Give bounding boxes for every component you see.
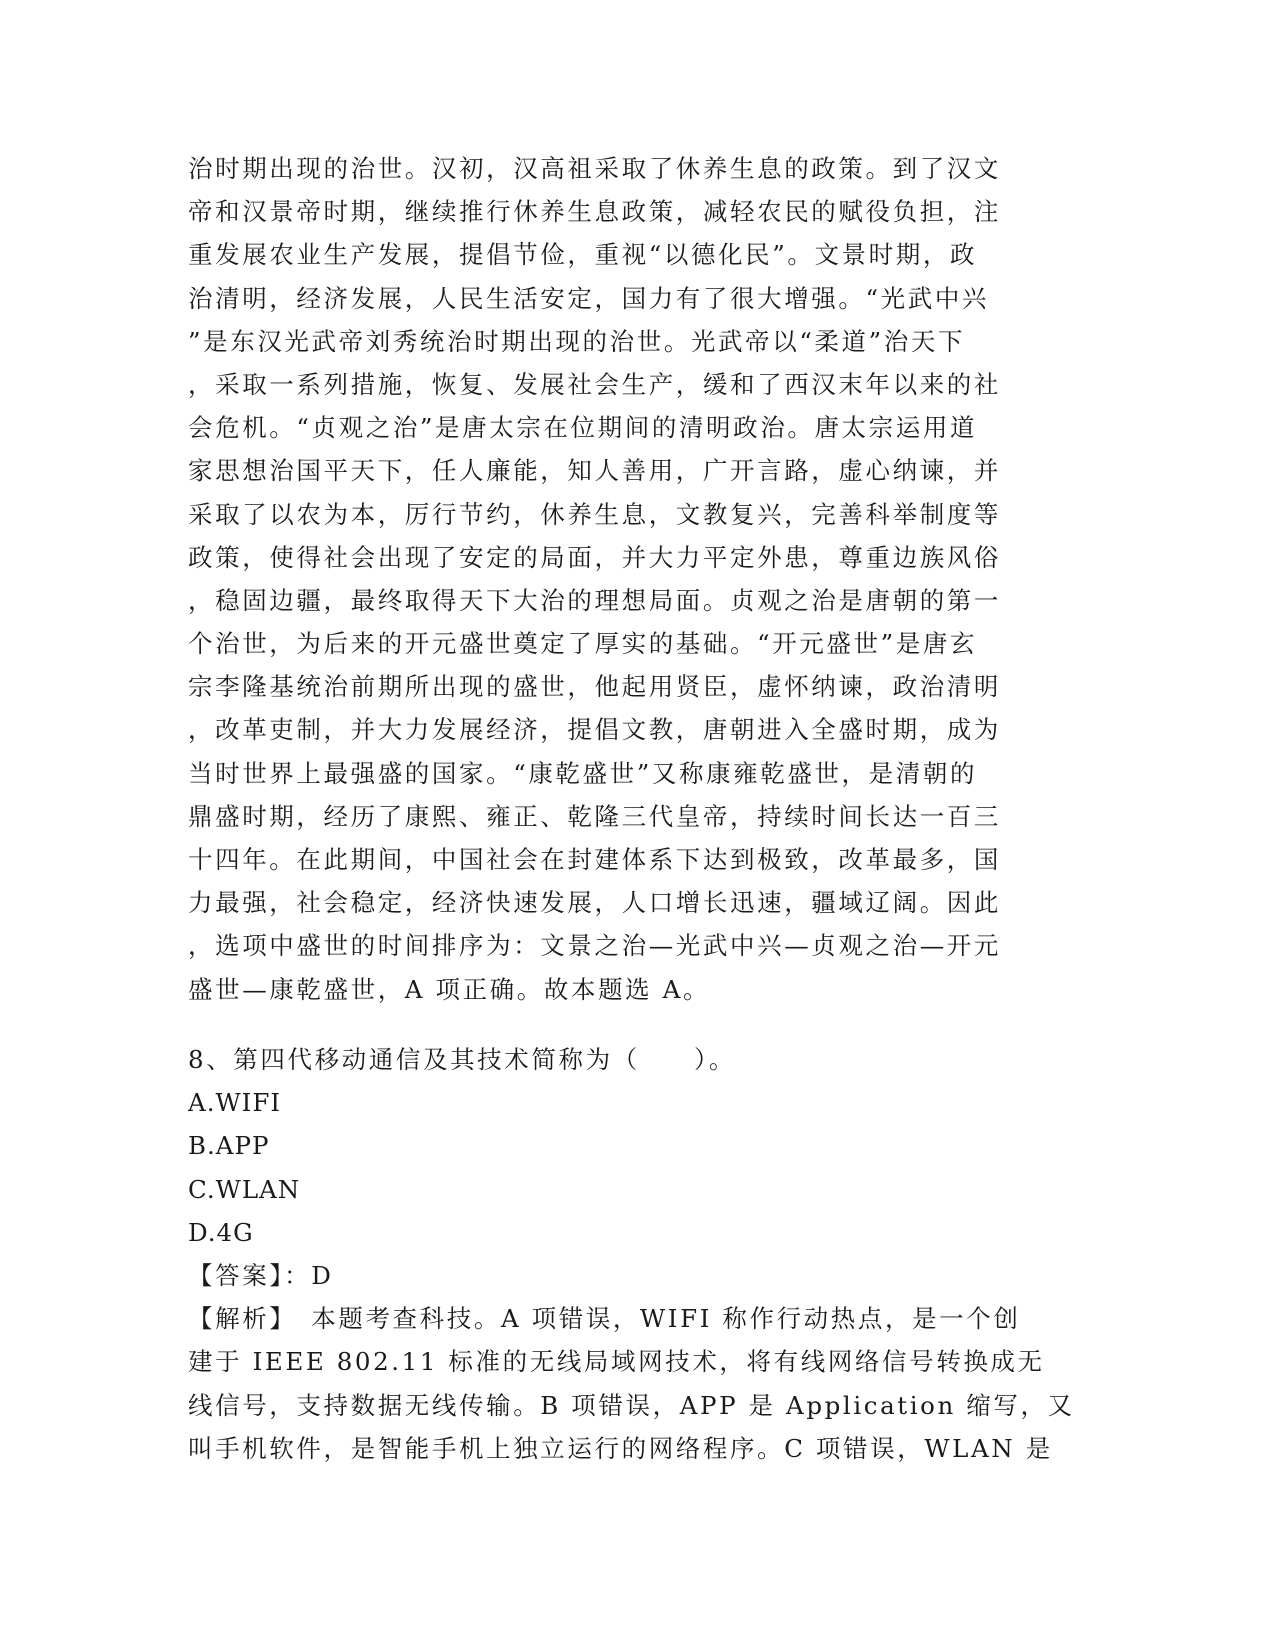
- analysis-line: 【解析】 本题考查科技。A 项错误，WIFI 称作行动热点，是一个创: [188, 1304, 1021, 1334]
- text-line: 十四年。在此期间，中国社会在封建体系下达到极致，改革最多，国: [188, 845, 1001, 874]
- option-b: B.APP: [188, 1131, 270, 1161]
- text-line: 力最强，社会稳定，经济快速发展，人口增长迅速，疆域辽阔。因此: [188, 888, 1001, 918]
- text-line: ”是东汉光武帝刘秀统治时期出现的治世。光武帝以“柔道”治天下: [188, 326, 966, 356]
- text-line: ，稳固边疆，最终取得天下大治的理想局面。贞观之治是唐朝的第一: [188, 585, 1001, 615]
- text-line: 当时世界上最强盛的国家。“康乾盛世”又称康雍乾盛世，是清朝的: [188, 758, 978, 788]
- analysis-line: 叫手机软件，是智能手机上独立运行的网络程序。C 项错误，WLAN 是: [188, 1433, 1053, 1463]
- text-line: 采取了以农为本，厉行节约，休养生息，文教复兴，完善科举制度等: [188, 499, 1001, 529]
- text-line: ，改革吏制，并大力发展经济，提倡文教，唐朝进入全盛时期，成为: [188, 715, 1001, 745]
- option-a: A.WIFI: [188, 1088, 282, 1118]
- text-line: 治清明，经济发展，人民生活安定，国力有了很大增强。“光武中兴: [188, 283, 990, 313]
- analysis-line: 建于 IEEE 802.11 标准的无线局域网技术，将有线网络信号转换成无: [188, 1347, 1045, 1377]
- text-line: 重发展农业生产发展，提倡节俭，重视“以德化民”。文景时期，政: [188, 240, 978, 270]
- text-line: ，采取一系列措施，恢复、发展社会生产，缓和了西汉末年以来的社: [188, 369, 1001, 399]
- text-line: 帝和汉景帝时期，继续推行休养生息政策，减轻农民的赋役负担，注: [188, 197, 1001, 227]
- text-line: 宗李隆基统治前期所出现的盛世，他起用贤臣，虚怀纳谏，政治清明: [188, 672, 1001, 702]
- text-line: 家思想治国平天下，任人廉能，知人善用，广开言路，虚心纳谏，并: [188, 456, 1001, 486]
- previous-explanation: [188, 147, 1068, 1011]
- question-stem: 8、第四代移动通信及其技术简称为（ ）。: [188, 1045, 736, 1074]
- text-line: 会危机。“贞观之治”是唐太宗在位期间的清明政治。唐太宗运用道: [188, 413, 978, 443]
- text-line: 政策，使得社会出现了安定的局面，并大力平定外患，尊重边族风俗: [188, 542, 1001, 572]
- option-c: C.WLAN: [188, 1174, 301, 1204]
- text-line: 治时期出现的治世。汉初，汉高祖采取了休养生息的政策。到了汉文: [188, 154, 1001, 183]
- text-line: 鼎盛时期，经历了康熙、雍正、乾隆三代皇帝，持续时间长达一百三: [188, 801, 1001, 831]
- text-line: 个治世，为后来的开元盛世奠定了厚实的基础。“开元盛世”是唐玄: [188, 629, 978, 659]
- text-line: ，选项中盛世的时间排序为：文景之治—光武中兴—贞观之治—开元: [188, 931, 1001, 961]
- question-8: [188, 1038, 1075, 1470]
- analysis-line: 线信号，支持数据无线传输。B 项错误，APP 是 Application 缩写，又: [188, 1390, 1075, 1420]
- text-line: 盛世—康乾盛世，A 项正确。故本题选 A。: [188, 974, 711, 1004]
- answer-line: 【答案】：D: [188, 1260, 334, 1290]
- option-d: D.4G: [188, 1217, 254, 1247]
